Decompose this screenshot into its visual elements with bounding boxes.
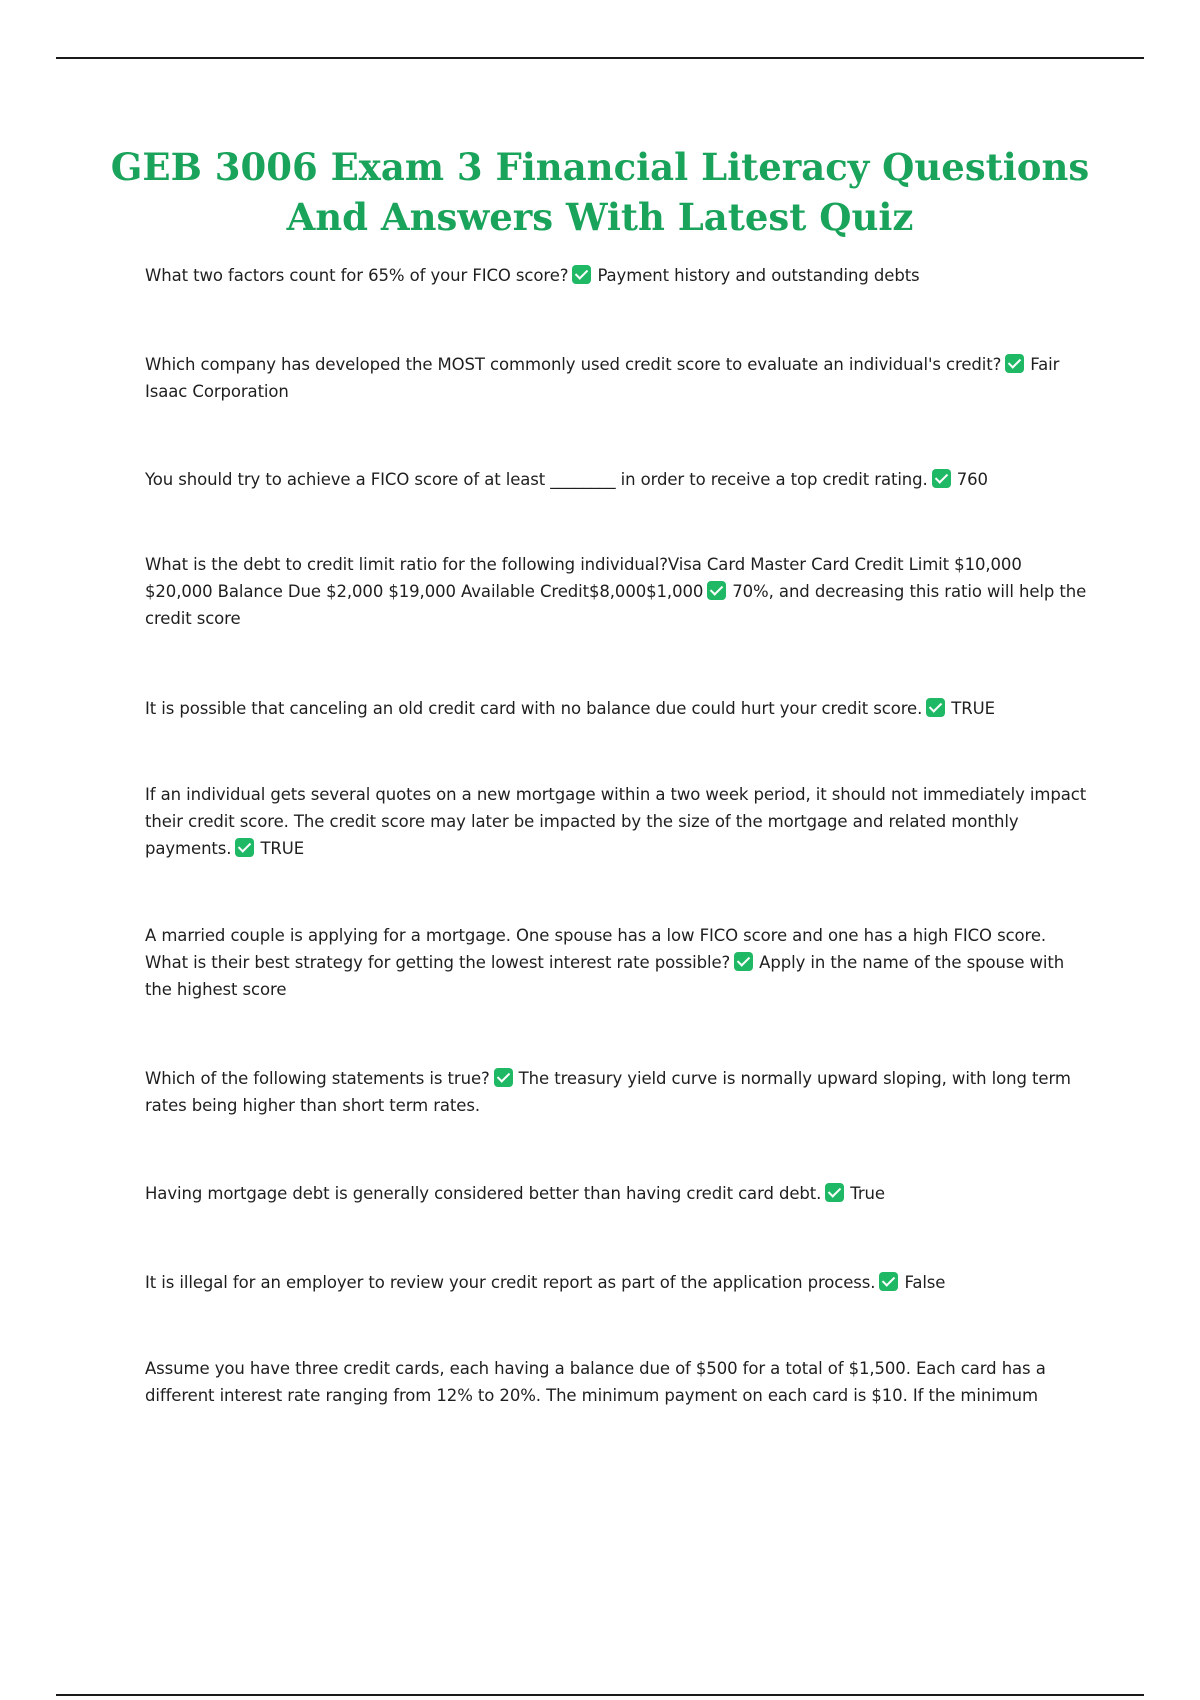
question-text: You should try to achieve a FICO score of at least ________ in order to receive a top credit rating. — [145, 470, 928, 489]
question-text: It is illegal for an employer to review your credit report as part of the application process. — [145, 1273, 876, 1292]
answer-text: Fair Isaac Corporation — [145, 355, 1060, 401]
question-text: It is possible that canceling an old credit card with no balance due could hurt your credit score. — [145, 699, 923, 718]
question-text: Assume you have three credit cards, each having a balance due of $500 for a total of $1,500. Each card has a different interest rate ranging from 12% to 20%. The minimum payment on each card is $10. If the minimum — [145, 1359, 1046, 1405]
check-box-icon — [494, 1068, 513, 1087]
answer-text: The treasury yield curve is normally upward sloping, with long term rates being higher than short term rates. — [145, 1069, 1071, 1115]
qa-item — [145, 922, 1090, 1003]
check-box-icon — [932, 469, 951, 488]
check-box-icon — [235, 838, 254, 857]
qa-item — [145, 466, 1090, 493]
qa-item — [145, 1355, 1090, 1409]
question-text: Which company has developed the MOST commonly used credit score to evaluate an individual's credit? — [145, 355, 1002, 374]
answer-text: TRUE — [260, 839, 305, 858]
question-text: What is the debt to credit limit ratio for the following individual?Visa Card Master Card Credit Limit $10,000 $20,000 Balance Due $2,000 $19,000 Available Credit$8,000$1,000 — [145, 555, 1022, 601]
check-box-icon — [926, 698, 945, 717]
answer-text: 760 — [956, 470, 988, 489]
qa-item — [145, 781, 1090, 862]
check-box-icon — [734, 952, 753, 971]
document-title: GEB 3006 Exam 3 Financial Literacy Questions And Answers With Latest Quiz — [110, 145, 1090, 239]
question-text: A married couple is applying for a mortgage. One spouse has a low FICO score and one has a high FICO score. What is their best strategy for getting the lowest interest rate possible? — [145, 926, 1047, 972]
check-box-icon — [825, 1183, 844, 1202]
check-box-icon — [572, 265, 591, 284]
check-box-icon — [707, 581, 726, 600]
top-rule — [56, 57, 1144, 59]
qa-item — [145, 1269, 1090, 1296]
answer-text: False — [904, 1273, 946, 1292]
qa-item — [145, 351, 1090, 405]
question-text: If an individual gets several quotes on a new mortgage within a two week period, it should not immediately impact their credit score. The credit score may later be impacted by the size of the mortgage and related monthly payments. — [145, 785, 1087, 858]
qa-item — [145, 551, 1090, 632]
qa-item — [145, 1065, 1090, 1119]
qa-item — [145, 1180, 1090, 1207]
question-text: Having mortgage debt is generally considered better than having credit card debt. — [145, 1184, 822, 1203]
question-text: What two factors count for 65% of your FICO score? — [145, 266, 569, 285]
answer-text: True — [850, 1184, 885, 1203]
qa-item — [145, 695, 1090, 722]
check-box-icon — [879, 1272, 898, 1291]
answer-text: 70%, and decreasing this ratio will help the credit score — [145, 582, 1087, 628]
answer-text: Apply in the name of the spouse with the highest score — [145, 953, 1065, 999]
bottom-rule — [56, 1694, 1144, 1696]
question-text: Which of the following statements is true? — [145, 1069, 490, 1088]
qa-item — [145, 262, 1090, 289]
answer-text: Payment history and outstanding debts — [597, 266, 920, 285]
check-box-icon — [1005, 354, 1024, 373]
answer-text: TRUE — [951, 699, 995, 718]
